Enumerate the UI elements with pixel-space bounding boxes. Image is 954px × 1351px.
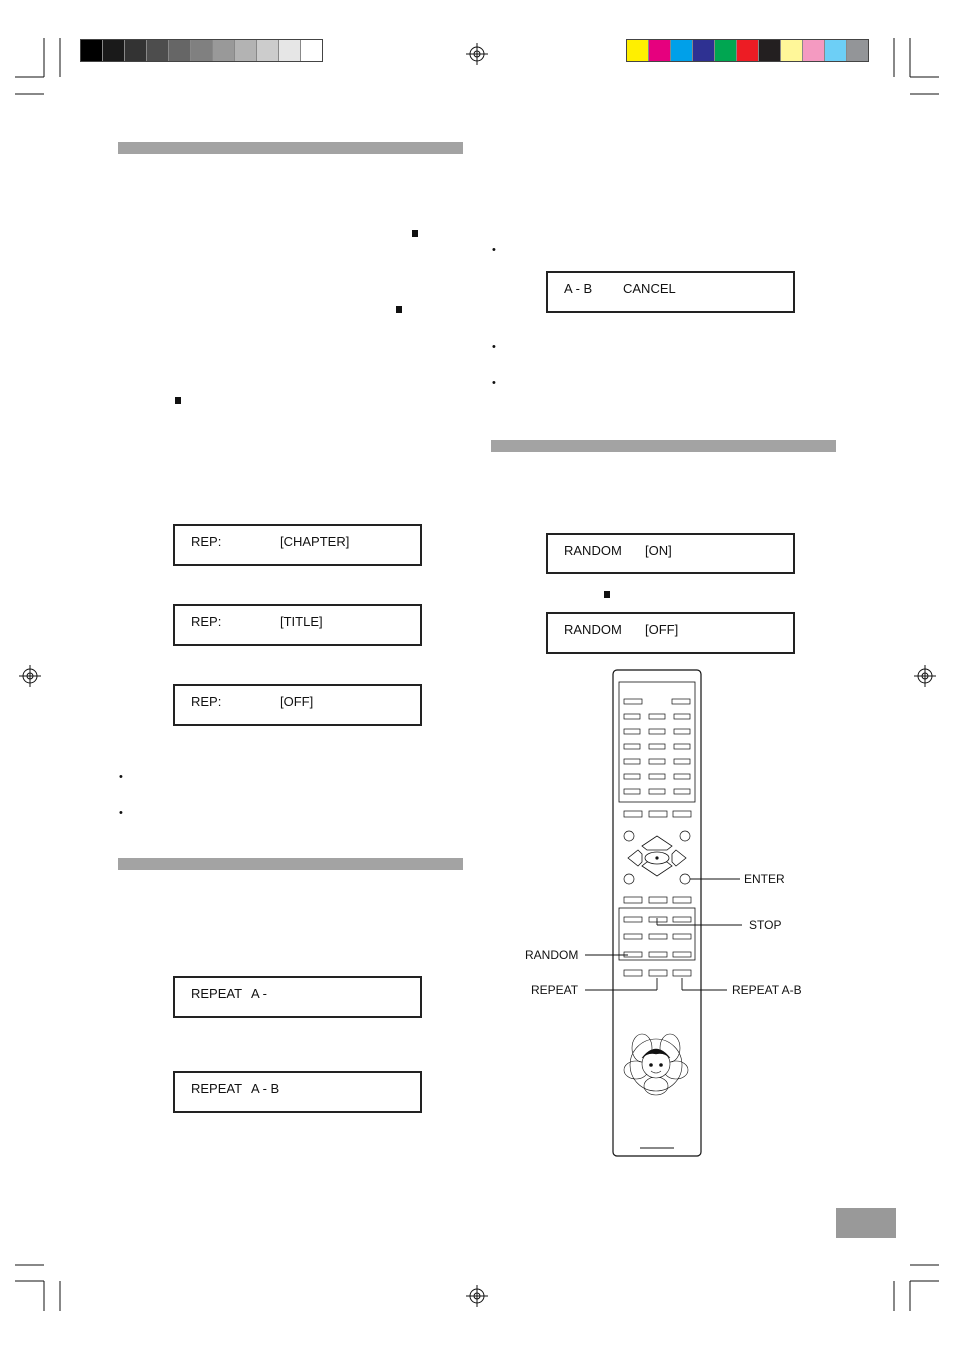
bullet: •: [119, 807, 123, 819]
callout-enter: ENTER: [744, 872, 785, 886]
bullet: •: [492, 341, 496, 353]
osd-value: [ON]: [645, 543, 672, 558]
callout-stop: STOP: [749, 918, 782, 932]
osd-value: A -: [251, 986, 267, 1001]
osd-label: REPEAT: [191, 986, 243, 1001]
callout-repeat-ab: REPEAT A-B: [732, 983, 802, 997]
bullet: •: [492, 377, 496, 389]
osd-label: REPEAT: [191, 1081, 243, 1096]
osd-value: [TITLE]: [280, 614, 323, 629]
osd-label: RANDOM: [564, 543, 622, 558]
osd-value: CANCEL: [623, 281, 676, 296]
callout-random: RANDOM: [525, 948, 579, 962]
osd-label: RANDOM: [564, 622, 622, 637]
callout-repeat: REPEAT: [531, 983, 579, 997]
osd-label: A - B: [564, 281, 593, 296]
osd-label: REP:: [191, 534, 222, 549]
osd-value: [OFF]: [280, 694, 314, 709]
osd-value: [CHAPTER]: [280, 534, 350, 549]
bullet: •: [492, 244, 496, 256]
page-number-tab: [836, 1208, 896, 1238]
osd-label: REP:: [191, 614, 222, 629]
osd-label: REP:: [191, 694, 222, 709]
osd-value: [OFF]: [645, 622, 679, 637]
osd-value: A - B: [251, 1081, 280, 1096]
bullet: •: [119, 771, 123, 783]
